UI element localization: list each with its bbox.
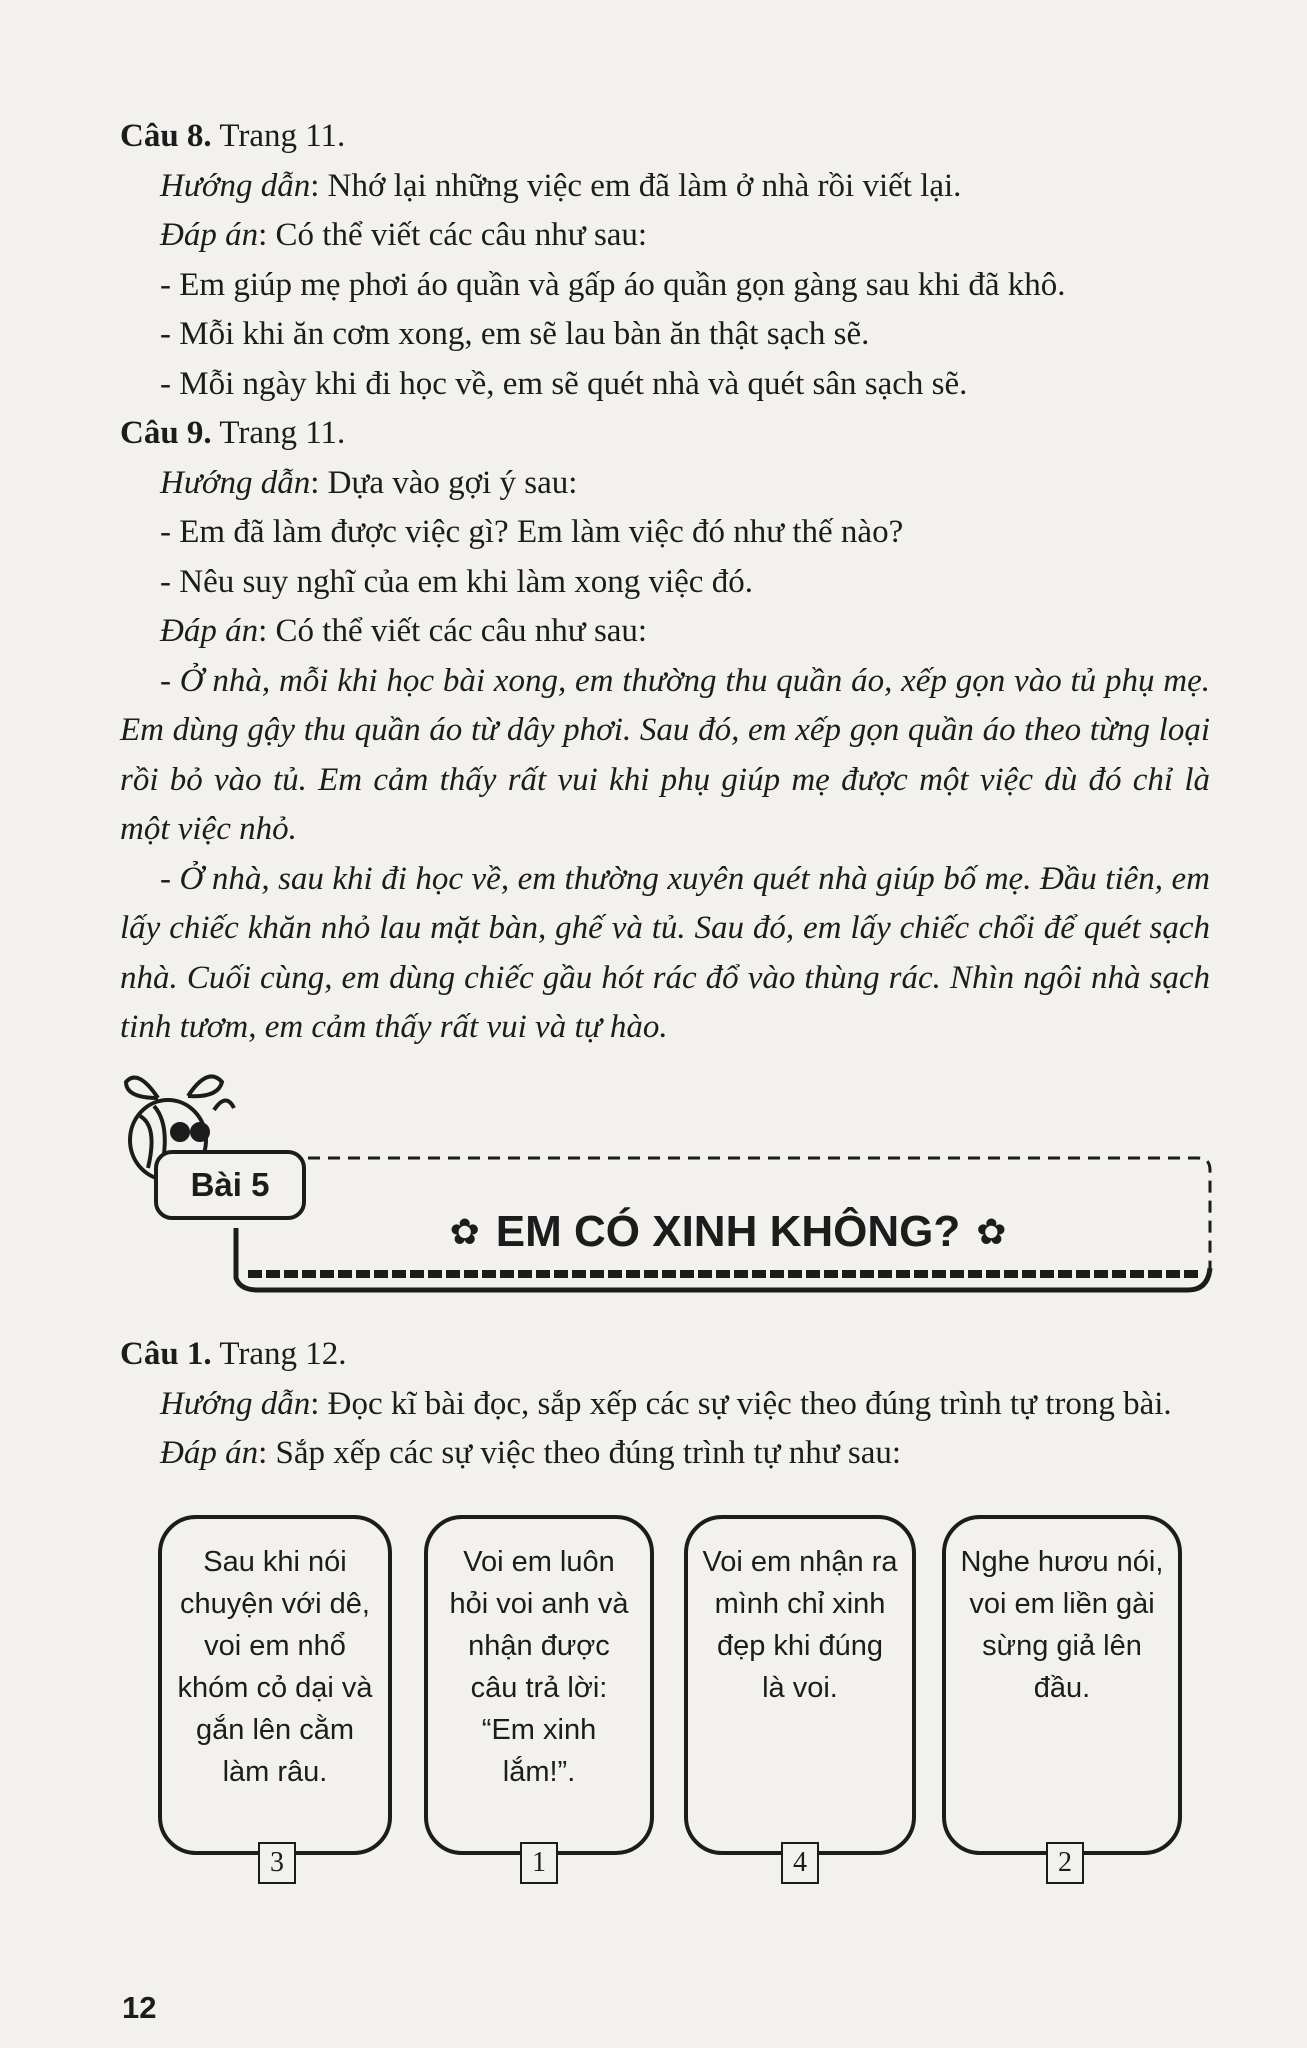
q8-item: - Mỗi ngày khi đi học về, em sẽ quét nhà và quét sân sạch sẽ. xyxy=(160,365,968,402)
q8-answer-label: Đáp án xyxy=(160,217,259,253)
q9-answer-label: Đáp án xyxy=(160,613,259,649)
q9-answer-text: : Có thể viết các câu như sau: xyxy=(258,613,648,649)
q9-heading xyxy=(120,409,1210,459)
q9-guide-text: : Dựa vào gợi ý sau: xyxy=(310,464,578,501)
page-number: 12 xyxy=(122,1990,157,2025)
q1-heading xyxy=(120,1330,1210,1380)
section-q8-q9 xyxy=(120,112,1210,1053)
q1-guide-text: : Đọc kĩ bài đọc, sắp xếp các sự việc theo đúng trình tự trong bài. xyxy=(310,1385,1172,1422)
q8-guide-text: : Nhớ lại những việc em đã làm ở nhà rồi viết lại. xyxy=(310,167,962,204)
q9-paragraph: - Ở nhà, sau khi đi học về, em thường xuyên quét nhà giúp bố mẹ. Đầu tiên, em lấy chiếc khăn nhỏ lau mặt bàn, ghế và tủ. Sau đó, em lấy chiếc chổi để quét sạch nhà. Cuối cùng, em dùng chiếc gầu hót rác đổ vào thùng rác. Nhìn ngôi nhà sạch tinh tươm, em cảm thấy rất vui và tự hào. xyxy=(120,860,1210,1045)
sequence-card-text: Nghe hươu nói, voi em liền gài sừng giả lên đầu. xyxy=(960,1546,1164,1704)
sequence-number: 3 xyxy=(258,1842,296,1884)
sequence-card xyxy=(158,1515,392,1855)
q1-answer-text: : Sắp xếp các sự việc theo đúng trình tự như sau: xyxy=(258,1435,902,1471)
sequence-card xyxy=(942,1515,1182,1855)
sequence-card xyxy=(684,1515,916,1855)
q9-hint: - Nêu suy nghĩ của em khi làm xong việc đó. xyxy=(160,563,753,600)
lesson-title: EM CÓ XINH KHÔNG? xyxy=(495,1207,961,1256)
sequence-number: 4 xyxy=(781,1842,819,1884)
sequence-card-text: Voi em nhận ra mình chỉ xinh đẹp khi đúng là voi. xyxy=(702,1546,898,1704)
q1-guide xyxy=(120,1380,1210,1430)
q8-heading xyxy=(120,112,1210,162)
q9-label: Câu 9. xyxy=(120,415,212,451)
q8-guide-label: Hướng dẫn xyxy=(160,167,311,204)
q8-answer-text: : Có thể viết các câu như sau: xyxy=(258,217,648,253)
q8-page: Trang 11. xyxy=(219,118,346,154)
q1-answer-label: Đáp án xyxy=(160,1435,259,1471)
sequence-card-text: Voi em luôn hỏi voi anh và nhận được câu trả lời: “Em xinh lắm!”. xyxy=(449,1546,629,1788)
sequence-card-text: Sau khi nói chuyện với dê, voi em nhổ khóm cỏ dại và gắn lên cằm làm râu. xyxy=(177,1546,373,1788)
q8-item: - Em giúp mẹ phơi áo quần và gấp áo quần gọn gàng sau khi đã khô. xyxy=(160,266,1066,303)
flower-icon: ✿ xyxy=(449,1211,480,1252)
q9-paragraph: - Ở nhà, mỗi khi học bài xong, em thường thu quần áo, xếp gọn vào tủ phụ mẹ. Em dùng gậy thu quần áo từ dây phơi. Sau đó, em xếp gọn quần áo theo từng loại rồi bỏ vào tủ. Em cảm thấy rất vui khi phụ giúp mẹ được một việc dù đó chỉ là một việc nhỏ. xyxy=(120,662,1210,847)
q9-hint: - Em đã làm được việc gì? Em làm việc đó như thế nào? xyxy=(160,514,904,550)
q9-guide xyxy=(120,459,1210,509)
q8-item: - Mỗi khi ăn cơm xong, em sẽ lau bàn ăn thật sạch sẽ. xyxy=(160,316,870,352)
q1-answer xyxy=(120,1429,1210,1479)
lesson-header xyxy=(118,1068,1218,1298)
q9-answer xyxy=(120,607,1210,657)
q8-label: Câu 8. xyxy=(120,118,212,154)
flower-icon: ✿ xyxy=(976,1211,1007,1252)
q1-guide-label: Hướng dẫn xyxy=(160,1385,311,1422)
sequence-number: 1 xyxy=(520,1842,558,1884)
sequence-card xyxy=(424,1515,654,1855)
q8-answer xyxy=(120,211,1210,261)
q1-label: Câu 1. xyxy=(120,1336,212,1372)
sequence-number: 2 xyxy=(1046,1842,1084,1884)
q9-page: Trang 11. xyxy=(219,415,346,451)
lesson-label: Bài 5 xyxy=(190,1166,270,1203)
lesson-title-wrap xyxy=(318,1192,1138,1272)
q1-page: Trang 12. xyxy=(219,1336,347,1372)
q9-guide-label: Hướng dẫn xyxy=(160,464,311,501)
section-q1 xyxy=(120,1330,1210,1479)
q8-guide xyxy=(120,162,1210,212)
